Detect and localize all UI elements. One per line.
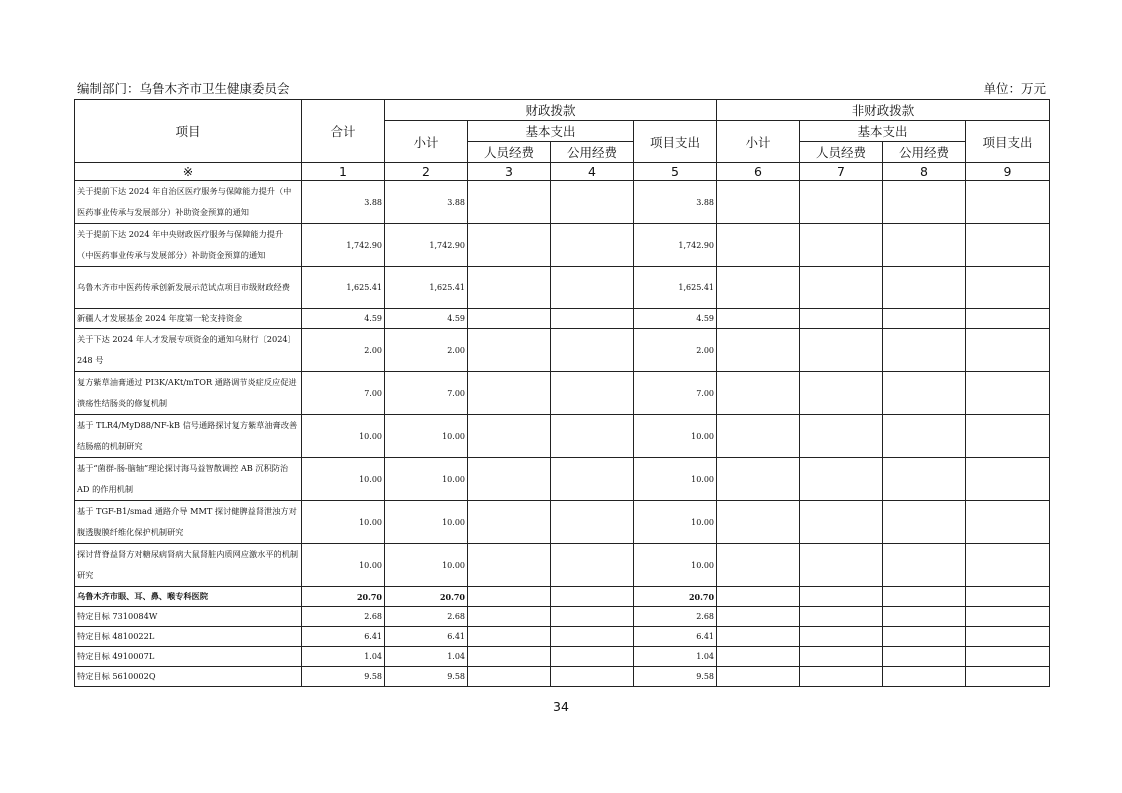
row-personnel — [468, 458, 551, 501]
table-row — [75, 627, 1050, 647]
row-personnel — [468, 667, 551, 687]
row-fiscal-project: 4.59 — [634, 309, 717, 329]
row-fiscal-subtotal: 2.68 — [385, 607, 468, 627]
row-nonfiscal-public — [883, 224, 966, 267]
row-nonfiscal-public — [883, 627, 966, 647]
row-nonfiscal-subtotal — [717, 627, 800, 647]
row-public — [551, 224, 634, 267]
row-public — [551, 415, 634, 458]
row-nonfiscal-public — [883, 544, 966, 587]
row-total: 7.00 — [302, 372, 385, 415]
department-label: 编制部门：乌鲁木齐市卫生健康委员会 — [77, 81, 290, 96]
row-nonfiscal-subtotal — [717, 181, 800, 224]
row-personnel — [468, 181, 551, 224]
row-fiscal-project: 20.70 — [634, 587, 717, 607]
table-row — [75, 415, 1050, 458]
row-public — [551, 667, 634, 687]
row-total: 10.00 — [302, 501, 385, 544]
row-public — [551, 627, 634, 647]
row-name: 复方紫草油膏通过 PI3K/AKt/mTOR 通路调节炎症反应促进溃疡性结肠炎的修复机制 — [75, 372, 302, 415]
col-number: 8 — [883, 163, 966, 181]
row-nonfiscal-public — [883, 501, 966, 544]
row-personnel — [468, 224, 551, 267]
row-fiscal-subtotal: 7.00 — [385, 372, 468, 415]
row-nonfiscal-personnel — [800, 627, 883, 647]
header-fiscal-project: 项目支出 — [634, 121, 717, 163]
header-fiscal-personnel: 人员经费 — [468, 142, 551, 163]
row-nonfiscal-subtotal — [717, 458, 800, 501]
row-total: 10.00 — [302, 415, 385, 458]
row-nonfiscal-subtotal — [717, 309, 800, 329]
row-public — [551, 501, 634, 544]
row-nonfiscal-project — [966, 647, 1050, 667]
row-nonfiscal-personnel — [800, 501, 883, 544]
col-number: 5 — [634, 163, 717, 181]
row-personnel — [468, 607, 551, 627]
row-public — [551, 267, 634, 309]
row-nonfiscal-personnel — [800, 181, 883, 224]
row-nonfiscal-public — [883, 587, 966, 607]
row-fiscal-project: 2.68 — [634, 607, 717, 627]
row-nonfiscal-public — [883, 458, 966, 501]
table-row — [75, 458, 1050, 501]
row-total: 2.68 — [302, 607, 385, 627]
table-row — [75, 667, 1050, 687]
row-total: 4.59 — [302, 309, 385, 329]
row-nonfiscal-personnel — [800, 458, 883, 501]
row-name: 基于 TLR4/MyD88/NF-kB 信号通路探讨复方紫草油膏改善结肠癌的机制研究 — [75, 415, 302, 458]
row-nonfiscal-personnel — [800, 667, 883, 687]
table-row — [75, 607, 1050, 627]
row-fiscal-subtotal: 3.88 — [385, 181, 468, 224]
row-name: 特定目标 4910007L — [75, 647, 302, 667]
row-nonfiscal-public — [883, 309, 966, 329]
row-nonfiscal-personnel — [800, 415, 883, 458]
row-name: 关于下达 2024 年人才发展专项资金的通知乌财行〔2024〕248 号 — [75, 329, 302, 372]
row-nonfiscal-subtotal — [717, 267, 800, 309]
row-nonfiscal-subtotal — [717, 667, 800, 687]
row-nonfiscal-project — [966, 458, 1050, 501]
row-personnel — [468, 415, 551, 458]
header-nonfiscal: 非财政拨款 — [717, 100, 1050, 121]
row-total: 1,625.41 — [302, 267, 385, 309]
row-nonfiscal-personnel — [800, 309, 883, 329]
row-public — [551, 372, 634, 415]
row-fiscal-project: 1,625.41 — [634, 267, 717, 309]
header-nonfiscal-personnel: 人员经费 — [800, 142, 883, 163]
row-nonfiscal-personnel — [800, 647, 883, 667]
row-nonfiscal-personnel — [800, 544, 883, 587]
header-nonfiscal-basic: 基本支出 — [800, 121, 966, 142]
table-row — [75, 372, 1050, 415]
row-name: 特定目标 7310084W — [75, 607, 302, 627]
row-personnel — [468, 501, 551, 544]
row-fiscal-project: 7.00 — [634, 372, 717, 415]
row-personnel — [468, 544, 551, 587]
row-fiscal-project: 9.58 — [634, 667, 717, 687]
row-public — [551, 309, 634, 329]
table-row — [75, 224, 1050, 267]
row-public — [551, 458, 634, 501]
row-name: 基于“菌群-肠-脑轴”理论探讨海马益智散调控 AB 沉积防治 AD 的作用机制 — [75, 458, 302, 501]
table-row — [75, 329, 1050, 372]
row-public — [551, 544, 634, 587]
header-total: 合计 — [302, 100, 385, 163]
row-nonfiscal-project — [966, 667, 1050, 687]
row-nonfiscal-personnel — [800, 329, 883, 372]
row-personnel — [468, 329, 551, 372]
row-nonfiscal-public — [883, 667, 966, 687]
row-nonfiscal-subtotal — [717, 587, 800, 607]
header-nonfiscal-subtotal: 小计 — [717, 121, 800, 163]
row-fiscal-subtotal: 10.00 — [385, 458, 468, 501]
row-name: 特定目标 5610002Q — [75, 667, 302, 687]
header-fiscal-public: 公用经费 — [551, 142, 634, 163]
row-total: 2.00 — [302, 329, 385, 372]
row-fiscal-subtotal: 1,742.90 — [385, 224, 468, 267]
row-fiscal-project: 1,742.90 — [634, 224, 717, 267]
row-nonfiscal-project — [966, 329, 1050, 372]
header-fiscal-subtotal: 小计 — [385, 121, 468, 163]
row-nonfiscal-subtotal — [717, 647, 800, 667]
row-fiscal-subtotal: 10.00 — [385, 415, 468, 458]
row-nonfiscal-subtotal — [717, 544, 800, 587]
column-number-row — [75, 163, 1050, 181]
row-nonfiscal-public — [883, 415, 966, 458]
unit-label: 单位：万元 — [983, 81, 1046, 96]
row-nonfiscal-public — [883, 267, 966, 309]
col-number: 3 — [468, 163, 551, 181]
row-fiscal-project: 3.88 — [634, 181, 717, 224]
row-name: 关于提前下达 2024 年中央财政医疗服务与保障能力提升（中医药事业传承与发展部分）补助资金预算的通知 — [75, 224, 302, 267]
row-nonfiscal-public — [883, 372, 966, 415]
table-row — [75, 309, 1050, 329]
row-nonfiscal-subtotal — [717, 329, 800, 372]
row-nonfiscal-personnel — [800, 587, 883, 607]
col-number: ※ — [75, 163, 302, 181]
row-total: 10.00 — [302, 458, 385, 501]
row-total: 10.00 — [302, 544, 385, 587]
row-nonfiscal-personnel — [800, 607, 883, 627]
row-nonfiscal-project — [966, 627, 1050, 647]
row-fiscal-subtotal: 6.41 — [385, 627, 468, 647]
row-fiscal-subtotal: 1.04 — [385, 647, 468, 667]
row-fiscal-project: 10.00 — [634, 458, 717, 501]
row-personnel — [468, 627, 551, 647]
row-fiscal-subtotal: 9.58 — [385, 667, 468, 687]
header-nonfiscal-project: 项目支出 — [966, 121, 1050, 163]
row-name: 乌鲁木齐市中医药传承创新发展示范试点项目市级财政经费 — [75, 267, 302, 309]
row-nonfiscal-project — [966, 501, 1050, 544]
row-name: 基于 TGF-B1/smad 通路介导 MMT 探讨健脾益肾泄浊方对腹透腹膜纤维化保护机制研究 — [75, 501, 302, 544]
header-nonfiscal-public: 公用经费 — [883, 142, 966, 163]
row-nonfiscal-personnel — [800, 224, 883, 267]
table-row — [75, 544, 1050, 587]
col-number: 9 — [966, 163, 1050, 181]
row-name: 特定目标 4810022L — [75, 627, 302, 647]
row-public — [551, 587, 634, 607]
row-nonfiscal-public — [883, 607, 966, 627]
row-nonfiscal-project — [966, 607, 1050, 627]
row-fiscal-project: 10.00 — [634, 501, 717, 544]
row-personnel — [468, 372, 551, 415]
row-personnel — [468, 267, 551, 309]
row-fiscal-subtotal: 20.70 — [385, 587, 468, 607]
row-total: 6.41 — [302, 627, 385, 647]
col-number: 1 — [302, 163, 385, 181]
row-fiscal-project: 10.00 — [634, 544, 717, 587]
row-personnel — [468, 587, 551, 607]
row-nonfiscal-subtotal — [717, 372, 800, 415]
row-nonfiscal-project — [966, 587, 1050, 607]
row-personnel — [468, 309, 551, 329]
row-nonfiscal-project — [966, 267, 1050, 309]
row-name: 关于提前下达 2024 年自治区医疗服务与保障能力提升（中医药事业传承与发展部分）补助资金预算的通知 — [75, 181, 302, 224]
row-nonfiscal-personnel — [800, 372, 883, 415]
row-fiscal-project: 6.41 — [634, 627, 717, 647]
table-row — [75, 501, 1050, 544]
table-row — [75, 267, 1050, 309]
col-number: 6 — [717, 163, 800, 181]
row-public — [551, 647, 634, 667]
row-fiscal-subtotal: 10.00 — [385, 501, 468, 544]
row-name: 乌鲁木齐市眼、耳、鼻、喉专科医院 — [75, 587, 302, 607]
row-nonfiscal-personnel — [800, 267, 883, 309]
col-number: 7 — [800, 163, 883, 181]
row-fiscal-subtotal: 2.00 — [385, 329, 468, 372]
header-fiscal-basic: 基本支出 — [468, 121, 634, 142]
page-number: 34 — [553, 699, 569, 714]
row-nonfiscal-public — [883, 181, 966, 224]
row-name: 探讨背脊益肾方对糖尿病肾病大鼠肾脏内质网应激水平的机制研究 — [75, 544, 302, 587]
row-total: 1.04 — [302, 647, 385, 667]
row-public — [551, 329, 634, 372]
row-fiscal-subtotal: 4.59 — [385, 309, 468, 329]
row-nonfiscal-public — [883, 329, 966, 372]
row-public — [551, 181, 634, 224]
row-nonfiscal-subtotal — [717, 224, 800, 267]
table-row — [75, 181, 1050, 224]
row-total: 20.70 — [302, 587, 385, 607]
row-public — [551, 607, 634, 627]
table-row — [75, 647, 1050, 667]
row-fiscal-subtotal: 10.00 — [385, 544, 468, 587]
row-nonfiscal-project — [966, 415, 1050, 458]
row-fiscal-project: 10.00 — [634, 415, 717, 458]
row-total: 1,742.90 — [302, 224, 385, 267]
row-total: 9.58 — [302, 667, 385, 687]
row-nonfiscal-project — [966, 372, 1050, 415]
row-personnel — [468, 647, 551, 667]
header-item: 项目 — [75, 100, 302, 163]
row-nonfiscal-subtotal — [717, 501, 800, 544]
row-fiscal-project: 1.04 — [634, 647, 717, 667]
budget-table — [74, 99, 1050, 687]
row-nonfiscal-subtotal — [717, 415, 800, 458]
row-fiscal-project: 2.00 — [634, 329, 717, 372]
row-nonfiscal-project — [966, 224, 1050, 267]
row-nonfiscal-public — [883, 647, 966, 667]
row-nonfiscal-project — [966, 544, 1050, 587]
row-name: 新疆人才发展基金 2024 年度第一轮支持资金 — [75, 309, 302, 329]
row-nonfiscal-subtotal — [717, 607, 800, 627]
row-nonfiscal-project — [966, 181, 1050, 224]
row-total: 3.88 — [302, 181, 385, 224]
table-row-subtotal — [75, 587, 1050, 607]
row-fiscal-subtotal: 1,625.41 — [385, 267, 468, 309]
header-fiscal: 财政拨款 — [385, 100, 717, 121]
row-nonfiscal-project — [966, 309, 1050, 329]
col-number: 4 — [551, 163, 634, 181]
col-number: 2 — [385, 163, 468, 181]
